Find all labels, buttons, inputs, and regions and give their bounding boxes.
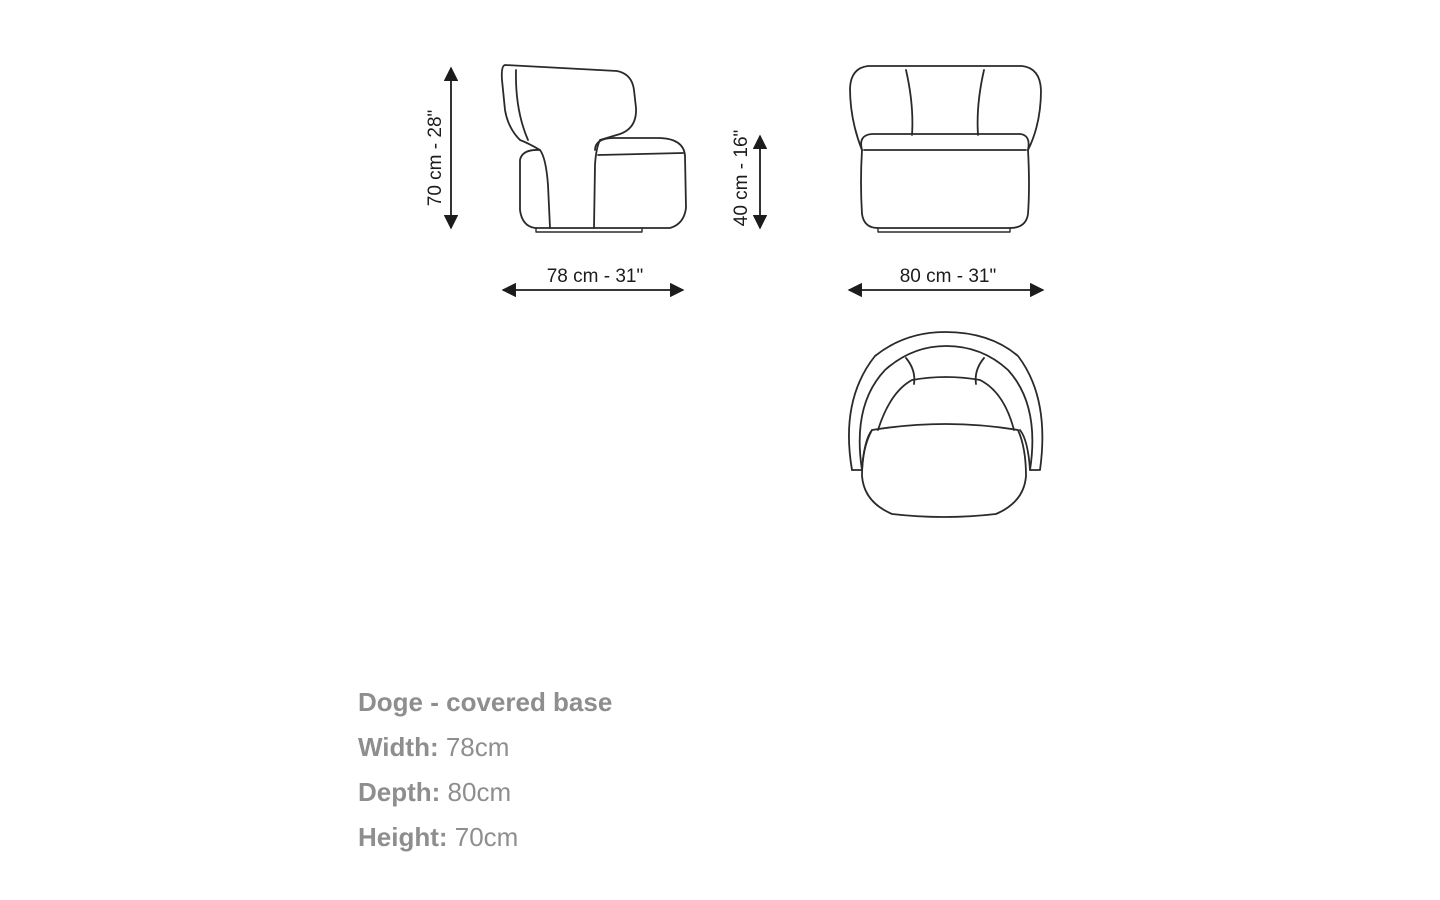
side-view bbox=[502, 65, 686, 232]
seat-height-dimension-label: 40 cm - 16" bbox=[731, 129, 752, 227]
spec-value: 80cm bbox=[447, 777, 512, 807]
spec-label: Width: bbox=[358, 732, 446, 762]
side-view-back bbox=[502, 65, 636, 228]
spec-row-depth bbox=[358, 770, 958, 815]
spec-value: 70cm bbox=[454, 822, 519, 852]
spec-label: Height: bbox=[358, 822, 455, 852]
product-title: Doge - covered base bbox=[358, 687, 613, 717]
front-view-back-seam-right bbox=[978, 70, 984, 135]
top-view-back-cushion bbox=[878, 377, 1014, 430]
spec-row-height bbox=[358, 815, 958, 860]
side-view-back-fold bbox=[516, 70, 528, 140]
top-view bbox=[849, 332, 1042, 517]
front-width-dimension-label: 80 cm - 31" bbox=[899, 266, 997, 287]
top-view-shell bbox=[849, 332, 1042, 470]
front-view bbox=[850, 66, 1041, 232]
product-specs bbox=[358, 680, 958, 860]
top-view-seat bbox=[862, 424, 1026, 517]
side-view-seat bbox=[594, 138, 686, 228]
spec-row-width bbox=[358, 725, 958, 770]
front-view-back-seam-left bbox=[906, 70, 912, 135]
spec-value: 78cm bbox=[445, 732, 510, 762]
front-view-back bbox=[850, 66, 1041, 150]
side-view-seat-seam bbox=[598, 153, 683, 155]
front-view-seat bbox=[861, 134, 1029, 228]
spec-label: Depth: bbox=[358, 777, 448, 807]
side-width-dimension-label: 78 cm - 31" bbox=[546, 266, 644, 287]
height-dimension-label: 70 cm - 28" bbox=[425, 109, 446, 207]
